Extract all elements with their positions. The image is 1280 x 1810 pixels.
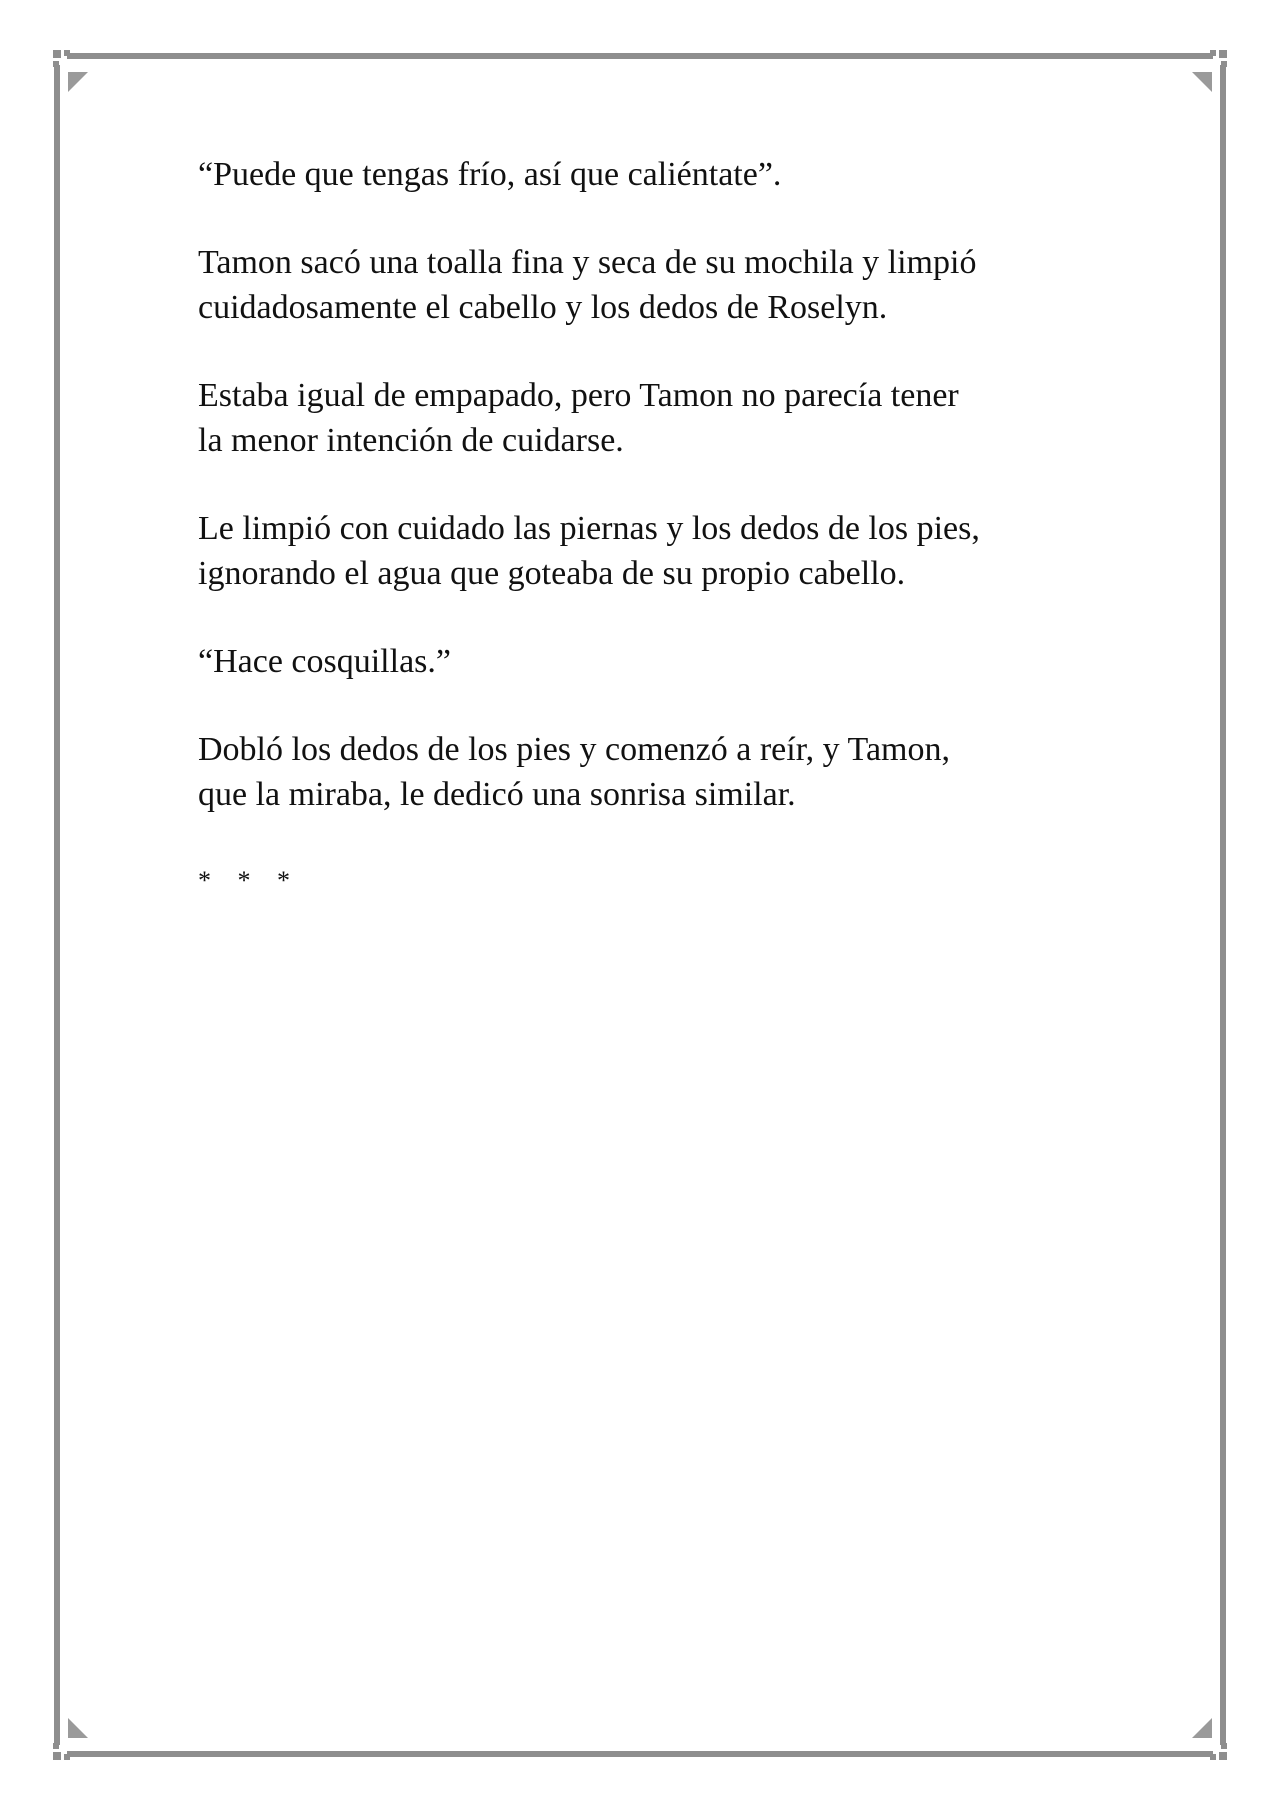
text-line: Dobló los dedos de los pies y comenzó a reír, y Tamon, bbox=[198, 731, 950, 768]
corner-square-ornament bbox=[1210, 1754, 1216, 1760]
text-line: “Puede que tengas frío, así que caliéntate”. bbox=[198, 156, 782, 193]
page-body bbox=[198, 152, 1098, 946]
paragraph bbox=[198, 639, 1098, 684]
frame-bottom-border bbox=[67, 1751, 1213, 1757]
paragraph bbox=[198, 727, 1098, 817]
paragraph bbox=[198, 506, 1098, 596]
corner-square-ornament bbox=[1221, 1743, 1227, 1749]
scene-break-separator: * * * bbox=[198, 866, 300, 895]
corner-triangle-ornament bbox=[1192, 72, 1212, 92]
text-line: la menor intención de cuidarse. bbox=[198, 422, 624, 459]
corner-triangle-ornament bbox=[68, 1718, 88, 1738]
text-line: Tamon sacó una toalla fina y seca de su mochila y limpió bbox=[198, 244, 977, 281]
corner-square-ornament bbox=[64, 1754, 70, 1760]
corner-square-ornament bbox=[53, 50, 61, 58]
frame-left-border bbox=[54, 65, 60, 1745]
corner-square-ornament bbox=[1221, 61, 1227, 67]
corner-square-ornament bbox=[53, 61, 59, 67]
corner-square-ornament bbox=[1219, 1752, 1227, 1760]
text-line: Estaba igual de empapado, pero Tamon no parecía tener bbox=[198, 377, 959, 414]
corner-square-ornament bbox=[1210, 50, 1216, 56]
text-line: que la miraba, le dedicó una sonrisa similar. bbox=[198, 776, 796, 813]
frame-top-border bbox=[67, 53, 1213, 59]
text-line: cuidadosamente el cabello y los dedos de Roselyn. bbox=[198, 289, 888, 326]
corner-square-ornament bbox=[53, 1752, 61, 1760]
text-line: Le limpió con cuidado las piernas y los dedos de los pies, bbox=[198, 510, 980, 547]
paragraph bbox=[198, 152, 1098, 197]
text-line: “Hace cosquillas.” bbox=[198, 643, 451, 680]
paragraph bbox=[198, 240, 1098, 330]
corner-square-ornament bbox=[64, 50, 70, 56]
paragraph bbox=[198, 373, 1098, 463]
corner-square-ornament bbox=[1219, 50, 1227, 58]
corner-triangle-ornament bbox=[1192, 1718, 1212, 1738]
corner-square-ornament bbox=[53, 1743, 59, 1749]
corner-triangle-ornament bbox=[68, 72, 88, 92]
frame-right-border bbox=[1220, 65, 1226, 1745]
text-line: ignorando el agua que goteaba de su propio cabello. bbox=[198, 555, 906, 592]
